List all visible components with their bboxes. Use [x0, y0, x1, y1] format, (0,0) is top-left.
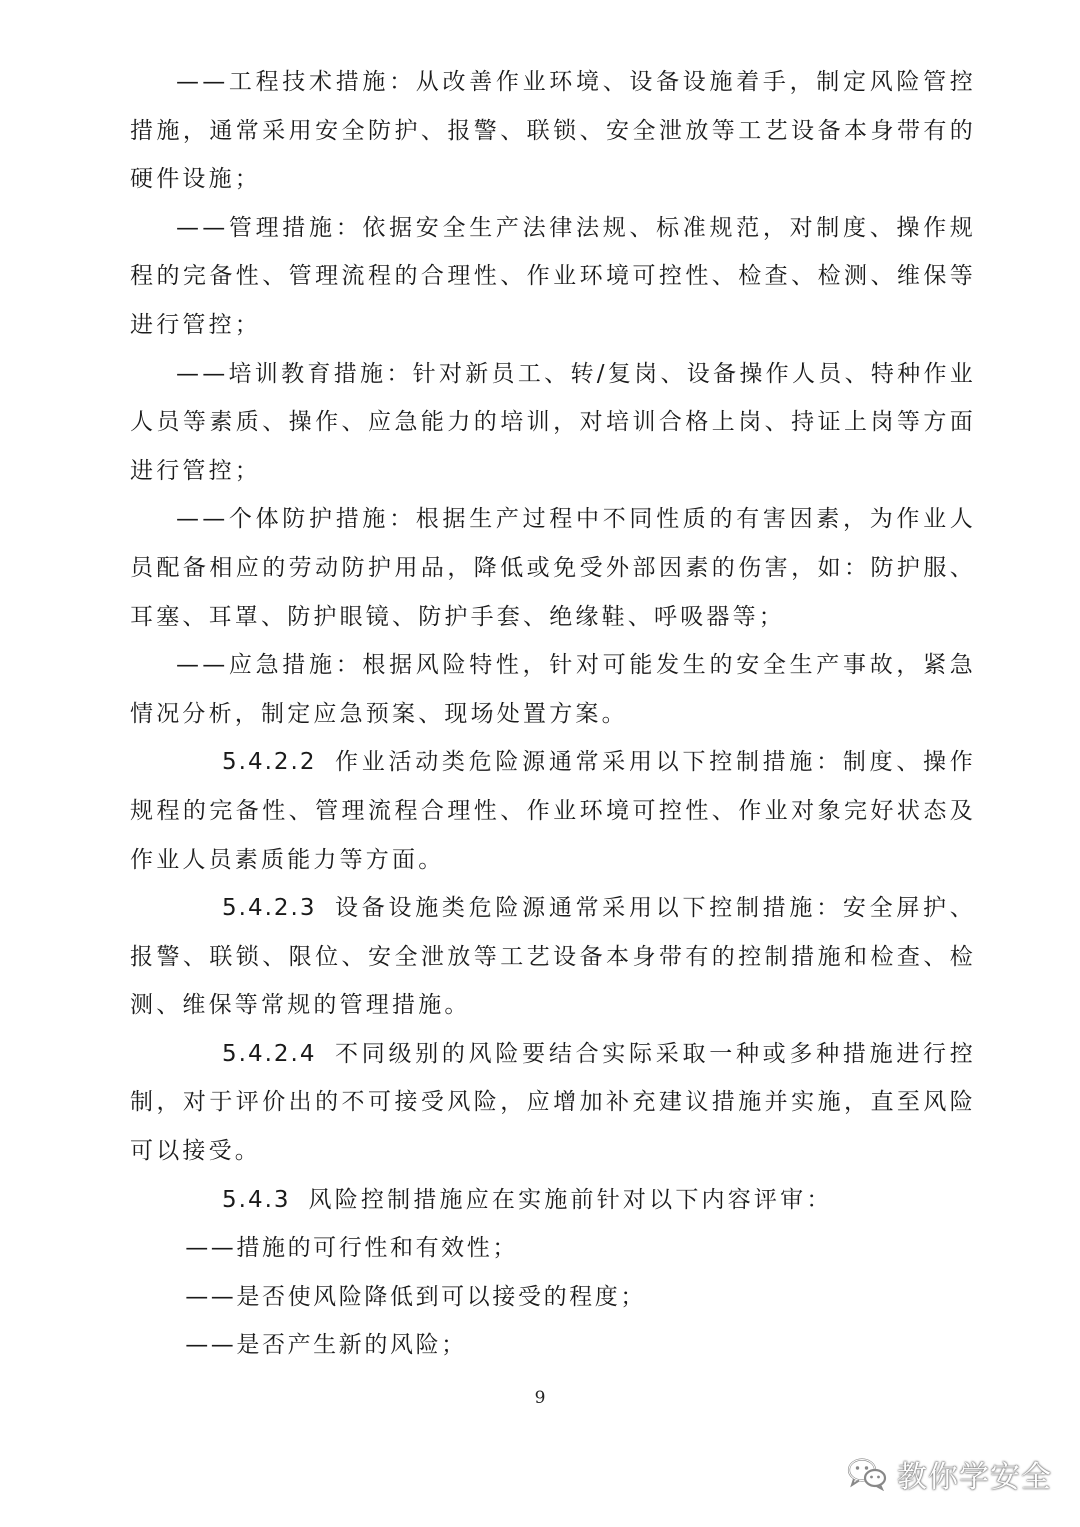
clause-number: 5.4.2.2 — [222, 749, 317, 776]
review-item-acceptable-risk: ——是否使风险降低到可以接受的程度； — [185, 1283, 646, 1310]
clause-text: 作业活动类危险源通常采用以下控制措施：制度、操作规程的完备性、管理流程合理性、作业环境可控性、作业对象完好状态及作业人员素质能力等方面。 — [130, 749, 976, 873]
clause-5-4-2-3 — [130, 884, 976, 1030]
clause-number: 5.4.2.3 — [222, 895, 317, 922]
review-item-new-risk: ——是否产生新的风险； — [185, 1332, 467, 1359]
wechat-icon — [847, 1457, 887, 1491]
paragraph-management-measures: ——管理措施：依据安全生产法律法规、标准规范，对制度、操作规程的完备性、管理流程的合理性、作业环境可控性、检查、检测、维保等进行管控； — [130, 214, 976, 338]
clause-text: 设备设施类危险源通常采用以下控制措施：安全屏护、报警、联锁、限位、安全泄放等工艺设备本身带有的控制措施和检查、检测、维保等常规的管理措施。 — [130, 895, 976, 1019]
paragraph-training-measures: ——培训教育措施：针对新员工、转/复岗、设备操作人员、特种作业人员等素质、操作、应急能力的培训，对培训合格上岗、持证上岗等方面进行管控； — [130, 360, 976, 484]
clause-number: 5.4.3 — [222, 1186, 291, 1213]
clause-5-4-2-4 — [130, 1030, 976, 1176]
paragraph-engineering-measures: ——工程技术措施：从改善作业环境、设备设施着手，制定风险管控措施，通常采用安全防护、报警、联锁、安全泄放等工艺设备本身带有的硬件设施； — [130, 69, 976, 193]
page-number: 9 — [534, 1388, 546, 1408]
review-item-feasibility: ——措施的可行性和有效性； — [185, 1235, 518, 1262]
paragraph-ppe-measures: ——个体防护措施：根据生产过程中不同性质的有害因素，为作业人员配备相应的劳动防护用品，降低或免受外部因素的伤害，如：防护服、耳塞、耳罩、防护眼镜、防护手套、绝缘鞋、呼吸器等； — [130, 506, 976, 630]
clause-text: 不同级别的风险要结合实际采取一种或多种措施进行控制，对于评价出的不可接受风险，应增加补充建议措施并实施，直至风险可以接受。 — [130, 1040, 976, 1165]
clause-5-4-2-2 — [130, 738, 976, 884]
clause-number: 5.4.2.4 — [222, 1040, 317, 1067]
document-body — [130, 58, 976, 1370]
clause-text: 风险控制措施应在实施前针对以下内容评审： — [308, 1186, 833, 1213]
watermark-text: 教你学安全 — [897, 1460, 1052, 1495]
watermark — [847, 1452, 1052, 1496]
paragraph-emergency-measures: ——应急措施：根据风险特性，针对可能发生的安全生产事故，紧急情况分析，制定应急预案、现场处置方案。 — [130, 652, 976, 727]
clause-5-4-3 — [130, 1176, 976, 1225]
